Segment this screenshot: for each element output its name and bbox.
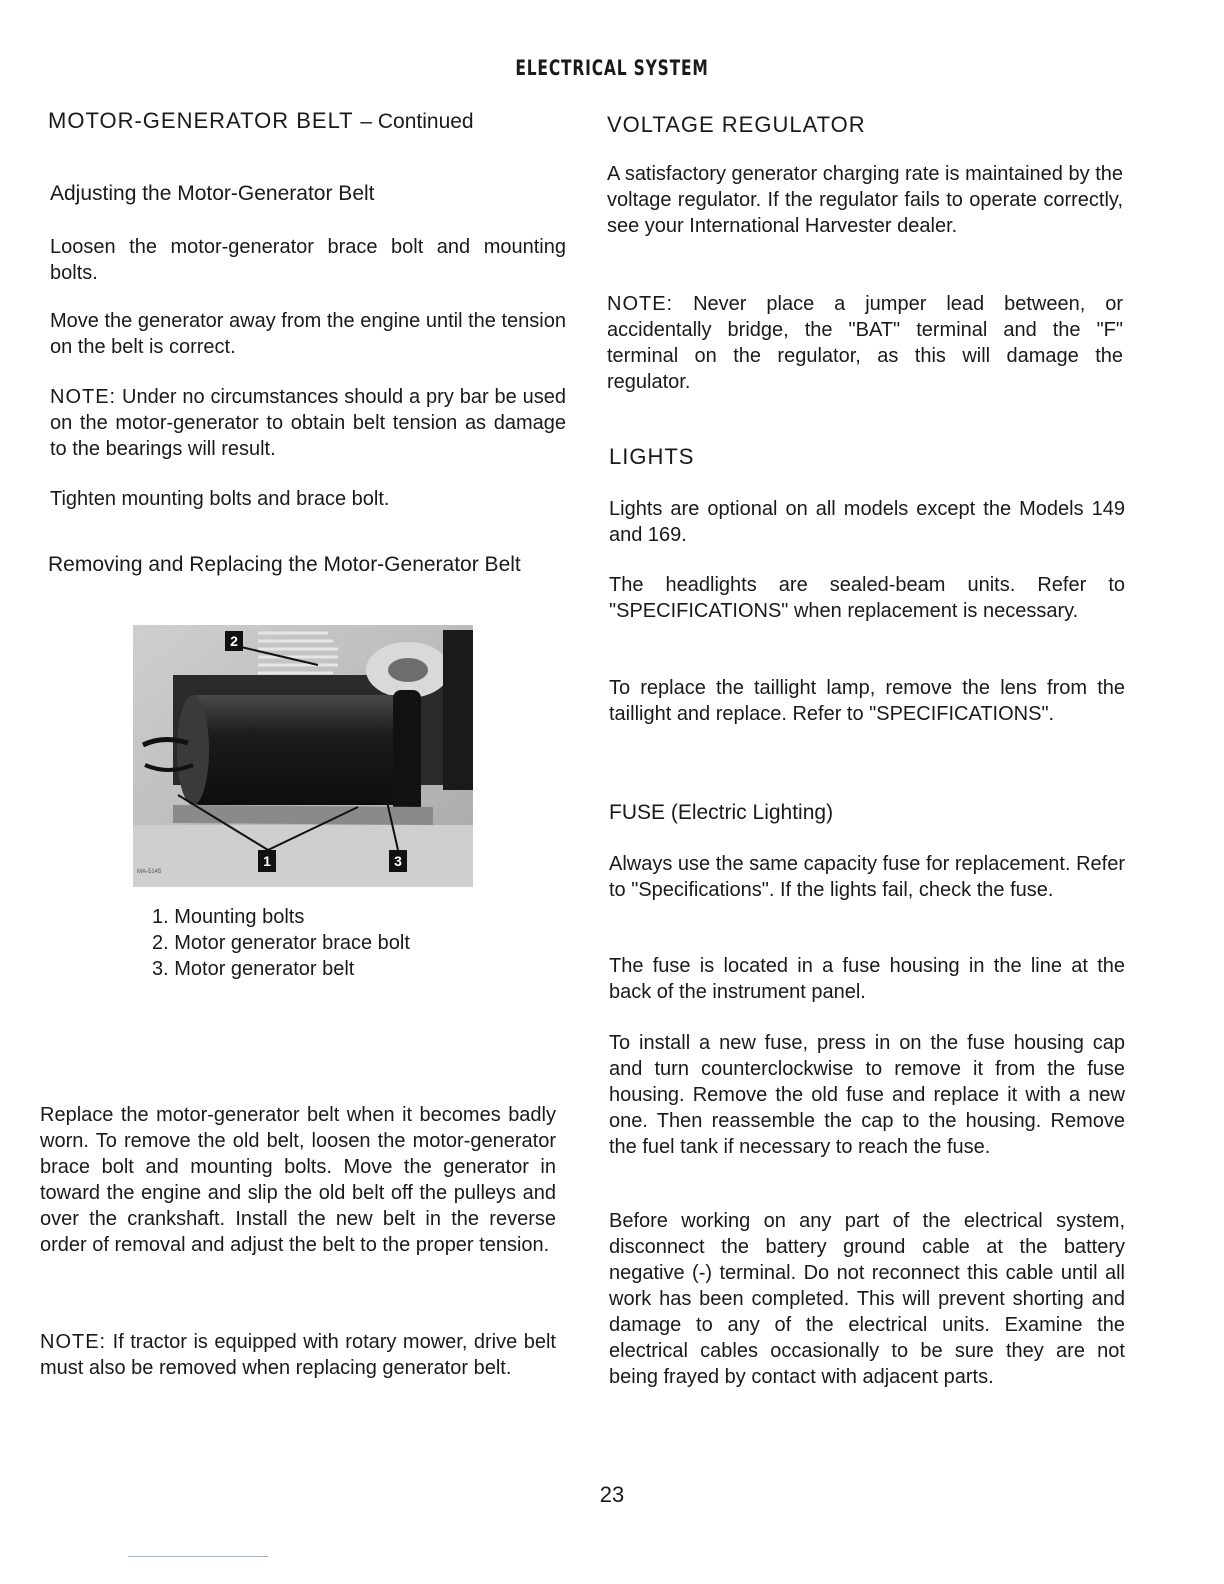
adjust-heading: Adjusting the Motor-Generator Belt — [50, 182, 375, 205]
figure-id-mark: MA-5145 — [137, 869, 162, 875]
lights-paragraph-3: To replace the taillight lamp, remove the lens from the taillight and replace. Refer to "SPECIFICATIONS". — [609, 677, 1125, 725]
callout-1-label: 1 — [263, 853, 271, 869]
caption-item-3: 3. Motor generator belt — [152, 958, 355, 980]
generator-photo-drawing — [133, 625, 473, 887]
adjust-paragraph-2: Move the generator away from the engine until the tension on the belt is correct. — [50, 310, 566, 358]
page-header: ELECTRICAL SYSTEM — [515, 56, 709, 80]
note-text: Never place a jumper lead between, or accidentally bridge, the "BAT" terminal and the "F" terminal on the regulator, as this will damage the regulator. — [607, 293, 1123, 393]
callout-1 — [258, 850, 276, 872]
fuse-paragraph-1: Always use the same capacity fuse for replacement. Refer to "Specifications". If the lights fail, check the fuse. — [609, 853, 1125, 901]
section-title-voltage-regulator: VOLTAGE REGULATOR — [607, 112, 866, 137]
note-text: Under no circumstances should a pry bar be used on the motor-generator to obtain belt tension as damage to the bearings will result. — [50, 386, 566, 460]
generator-photo — [133, 625, 473, 887]
callout-2 — [225, 631, 243, 651]
callout-3-label: 3 — [394, 853, 402, 869]
note-label: NOTE: — [50, 386, 117, 408]
voltage-paragraph: A satisfactory generator charging rate is maintained by the voltage regulator. If the regulator fails to operate correctly, see your International Harvester dealer. — [607, 163, 1123, 237]
section-title-motor-generator-belt — [48, 108, 474, 134]
caption-item-2: 2. Motor generator brace bolt — [152, 932, 410, 954]
note-text: If tractor is equipped with rotary mower, drive belt must also be removed when replacing generator belt. — [40, 1331, 556, 1379]
section-title-suffix: – Continued — [360, 110, 474, 133]
adjust-note — [50, 384, 566, 462]
callout-2-label: 2 — [230, 633, 238, 649]
fuse-paragraph-4: Before working on any part of the electrical system, disconnect the battery ground cable at the battery negative (-) terminal. Do not reconnect this cable until all work has been completed. This will prevent shorting and damage to any of the electrical units. Examine the electrical cables occasionally to be sure they are not being frayed by contact with adjacent parts. — [609, 1210, 1125, 1388]
note-label: NOTE: — [40, 1331, 107, 1353]
adjust-paragraph-1: Loosen the motor-generator brace bolt and mounting bolts. — [50, 236, 566, 284]
adjust-paragraph-3: Tighten mounting bolts and brace bolt. — [50, 488, 390, 510]
section-title-text: MOTOR-GENERATOR BELT — [48, 108, 354, 133]
page-number: 23 — [599, 1482, 625, 1507]
replace-note — [40, 1329, 556, 1381]
callout-3 — [389, 850, 407, 872]
section-title-fuse: FUSE (Electric Lighting) — [609, 801, 834, 824]
replace-heading: Removing and Replacing the Motor-Generator Belt — [48, 553, 521, 576]
voltage-note — [607, 291, 1123, 395]
figure-caption — [152, 904, 410, 982]
lights-paragraph-1: Lights are optional on all models except the Models 149 and 169. — [609, 498, 1125, 546]
section-title-lights: LIGHTS — [609, 444, 695, 469]
note-label: NOTE: — [607, 293, 674, 315]
fuse-paragraph-2: The fuse is located in a fuse housing in the line at the back of the instrument panel. — [609, 955, 1125, 1003]
replace-paragraph: Replace the motor-generator belt when it becomes badly worn. To remove the old belt, loosen the motor-generator brace bolt and mounting bolts. Move the generator in toward the engine and slip the old belt off the pulleys and over the crankshaft. Install the new belt in the reverse order of removal and adjust the belt to the proper tension. — [40, 1104, 556, 1256]
caption-item-1: 1. Mounting bolts — [152, 906, 305, 928]
lights-paragraph-2: The headlights are sealed-beam units. Refer to "SPECIFICATIONS" when replacement is necessary. — [609, 574, 1125, 622]
fuse-paragraph-3: To install a new fuse, press in on the fuse housing cap and turn counterclockwise to remove it from the fuse housing. Remove the old fuse and replace it with a new one. Then reassemble the cap to the housing. Remove the fuel tank if necessary to reach the fuse. — [609, 1032, 1125, 1158]
footer-rule — [128, 1556, 268, 1557]
